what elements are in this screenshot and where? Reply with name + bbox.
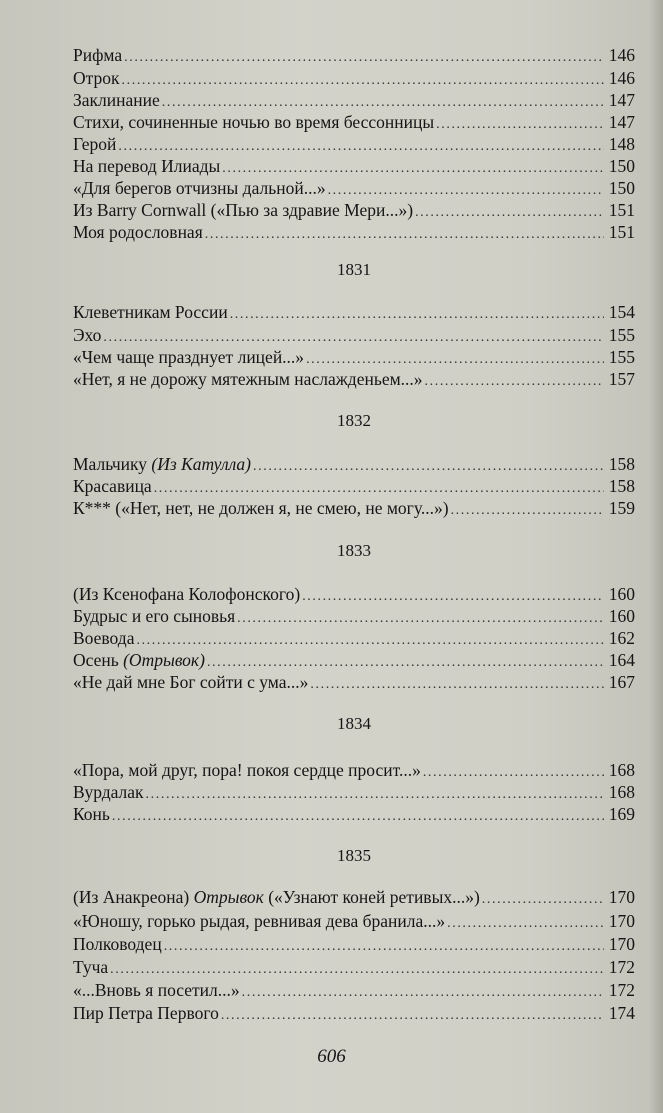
entry-title — [73, 453, 251, 475]
toc-entry — [73, 475, 635, 497]
toc-entry — [73, 497, 635, 519]
toc-entry — [73, 803, 635, 825]
entry-title-main: Мальчику — [73, 454, 148, 474]
entry-title: «...Вновь я посетил...» — [73, 980, 240, 1000]
entry-title: Конь — [73, 804, 110, 824]
entry-title: Отрок — [73, 68, 120, 88]
year-heading: 1835 — [337, 846, 371, 865]
entry-title: «Пора, мой друг, пора! покоя сердце просит...» — [73, 760, 421, 780]
entry-title: На перевод Илиады — [73, 156, 221, 176]
toc-entry — [73, 956, 635, 978]
toc-entry — [73, 324, 635, 346]
toc-entry — [73, 368, 635, 390]
entry-page: 168 — [608, 782, 635, 802]
entry-title — [73, 649, 205, 671]
entry-page: 147 — [608, 90, 635, 110]
entry-title: Пир Петра Первого — [73, 1003, 219, 1023]
entry-title-tail: («Узнают коней ретивых...») — [268, 887, 480, 907]
entry-title: (Из Ксенофана Колофонского) — [73, 584, 301, 604]
entry-title: Клеветникам России — [73, 302, 228, 322]
entry-title: Из Barry Cornwall («Пью за здравие Мери...») — [73, 200, 414, 220]
entry-page: 158 — [608, 476, 635, 496]
toc-entry — [73, 759, 635, 781]
dot-leader — [310, 674, 604, 696]
entry-title: Туча — [73, 957, 109, 977]
entry-page: 159 — [608, 498, 635, 518]
dot-leader — [124, 47, 604, 69]
toc-entry — [73, 583, 635, 605]
toc-entry — [73, 453, 635, 475]
toc-entry — [73, 221, 635, 243]
page-number: 606 — [317, 1046, 346, 1067]
year-heading: 1832 — [337, 411, 371, 430]
entry-page: 170 — [608, 934, 635, 954]
entry-title-italic: (Отрывок) — [123, 650, 205, 670]
dot-leader — [447, 913, 604, 935]
dot-leader — [242, 982, 604, 1004]
entry-title: «Юношу, горько рыдая, ревнивая дева бранила...» — [73, 911, 446, 931]
year-heading: 1831 — [337, 260, 371, 279]
year-heading: 1833 — [337, 541, 371, 560]
entry-title-main: Осень — [73, 650, 119, 670]
toc-entry — [73, 605, 635, 627]
entry-page: 151 — [608, 200, 635, 220]
toc-entry — [73, 910, 635, 932]
entry-page: 146 — [608, 68, 635, 88]
toc-entry — [73, 671, 635, 693]
entry-page: 157 — [608, 369, 635, 389]
entry-page: 155 — [608, 325, 635, 345]
entry-title: «Не дай мне Бог сойти с ума...» — [73, 672, 309, 692]
entry-page: 170 — [608, 911, 635, 931]
entry-title: Полководец — [73, 934, 162, 954]
entry-title: Герой — [73, 134, 117, 154]
entry-title — [73, 886, 480, 908]
entry-page: 172 — [608, 957, 635, 977]
toc-entry — [73, 133, 635, 155]
toc-entry — [73, 649, 635, 671]
toc-entry — [73, 933, 635, 955]
entry-title: Красавица — [73, 476, 152, 496]
entry-title: Воевода — [73, 628, 135, 648]
entry-page: 155 — [608, 347, 635, 367]
dot-leader — [164, 936, 604, 958]
entry-title-main: (Из Анакреона) — [73, 887, 190, 907]
entry-page: 158 — [608, 454, 635, 474]
entry-title: Заклинание — [73, 90, 160, 110]
entry-title-italic: (Из Катулла) — [151, 454, 252, 474]
entry-title: Моя родословная — [73, 222, 203, 242]
dot-leader — [110, 959, 604, 981]
toc-entry — [73, 199, 635, 221]
entry-page: 174 — [608, 1003, 635, 1023]
toc-entry — [73, 781, 635, 803]
page-edge-shadow — [649, 0, 663, 1113]
dot-leader — [451, 500, 604, 522]
entry-page: 147 — [608, 112, 635, 132]
entry-title: К*** («Нет, нет, не должен я, не смею, не могу...») — [73, 498, 449, 518]
entry-title: Эхо — [73, 325, 102, 345]
toc-entry — [73, 44, 635, 66]
toc-entry — [73, 89, 635, 111]
entry-page: 151 — [608, 222, 635, 242]
toc-entry — [73, 886, 635, 908]
toc-entry — [73, 346, 635, 368]
dot-leader — [112, 806, 604, 828]
entry-title: «Чем чаще празднует лицей...» — [73, 347, 305, 367]
entry-title: Стихи, сочиненные ночью во время бессонницы — [73, 112, 435, 132]
entry-page: 172 — [608, 980, 635, 1000]
entry-title: Вурдалак — [73, 782, 144, 802]
entry-title: Рифма — [73, 45, 123, 65]
entry-page: 148 — [608, 134, 635, 154]
toc-entry — [73, 1002, 635, 1024]
dot-leader — [230, 304, 604, 326]
entry-page: 160 — [608, 606, 635, 626]
entry-page: 168 — [608, 760, 635, 780]
entry-page: 167 — [608, 672, 635, 692]
entry-page: 150 — [608, 178, 635, 198]
entry-page: 170 — [608, 887, 635, 907]
entry-page: 162 — [608, 628, 635, 648]
toc-entry — [73, 67, 635, 89]
dot-leader — [221, 1005, 604, 1027]
toc-entry — [73, 155, 635, 177]
toc-entry — [73, 979, 635, 1001]
entry-title: «Для берегов отчизны дальной...» — [73, 178, 326, 198]
dot-leader — [205, 224, 604, 246]
dot-leader — [425, 371, 604, 393]
entry-page: 169 — [608, 804, 635, 824]
toc-entry — [73, 111, 635, 133]
entry-title-italic: Отрывок — [193, 887, 264, 907]
entry-page: 146 — [608, 45, 635, 65]
toc-entry — [73, 301, 635, 323]
toc-entry — [73, 627, 635, 649]
dot-leader — [482, 889, 604, 911]
entry-page: 150 — [608, 156, 635, 176]
entry-page: 164 — [608, 650, 635, 670]
entry-page: 160 — [608, 584, 635, 604]
entry-title: «Нет, я не дорожу мятежным наслажденьем...» — [73, 369, 423, 389]
entry-title: Будрыс и его сыновья — [73, 606, 236, 626]
year-heading: 1834 — [337, 714, 371, 733]
toc-entry — [73, 177, 635, 199]
entry-page: 154 — [608, 302, 635, 322]
